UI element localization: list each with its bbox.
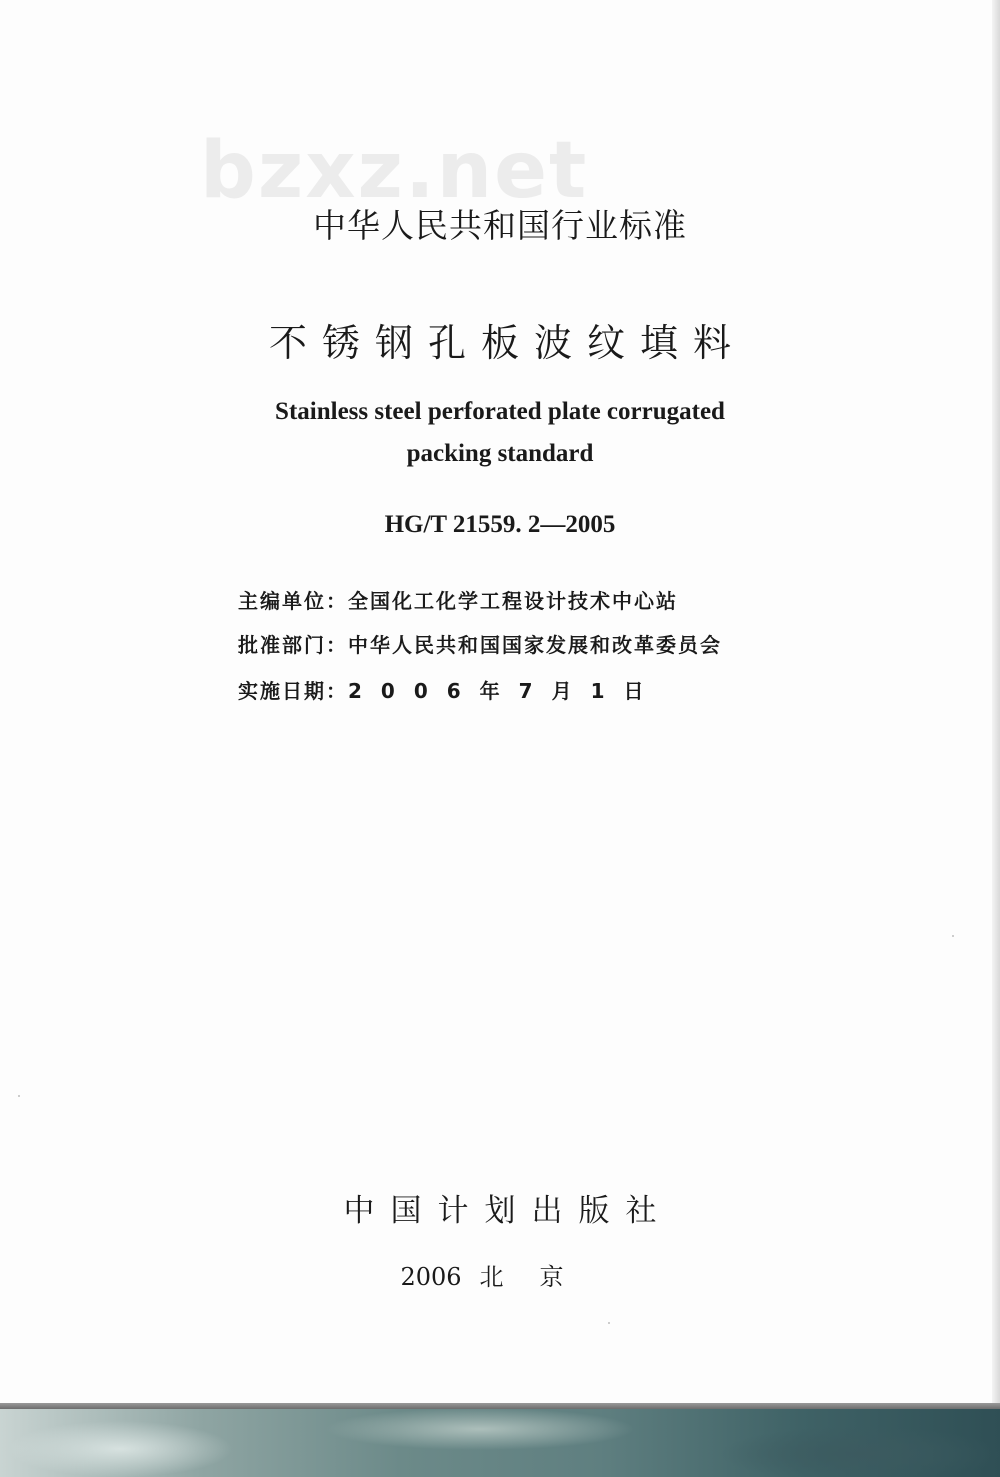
standard-code: HG/T 21559. 2—2005: [384, 511, 616, 538]
editor-row: [238, 585, 678, 614]
approver-row: [238, 629, 722, 658]
editor-label: 主编单位：: [238, 589, 348, 613]
effective-date-row: [238, 675, 663, 704]
document-title-cn: 不锈钢孔板波纹填料: [268, 321, 746, 365]
publication-city: 北京: [479, 1263, 600, 1291]
industry-standard-heading: 中华人民共和国行业标准: [313, 206, 687, 245]
document-title-en-line1: Stainless steel perforated plate corrugated: [275, 398, 725, 425]
watermark-logo: bzxz.net: [200, 126, 589, 216]
scan-speck: [608, 1322, 610, 1324]
scan-speck: [952, 935, 954, 937]
editor-value: 全国化工化学工程设计技术中心站: [348, 589, 678, 613]
approver-value: 中华人民共和国国家发展和改革委员会: [348, 633, 722, 657]
scan-background-strip: [0, 1409, 1000, 1477]
document-title-en-line2: packing standard: [406, 440, 594, 467]
approver-label: 批准部门：: [238, 633, 348, 657]
effective-date-value: 2006年7月1日: [348, 679, 663, 703]
publication-line: [0, 1257, 1000, 1292]
scan-speck: [18, 1095, 20, 1097]
publication-year: 2006: [400, 1263, 462, 1291]
effective-date-label: 实施日期：: [238, 679, 348, 703]
publisher-name: 中国计划出版社: [343, 1193, 673, 1229]
